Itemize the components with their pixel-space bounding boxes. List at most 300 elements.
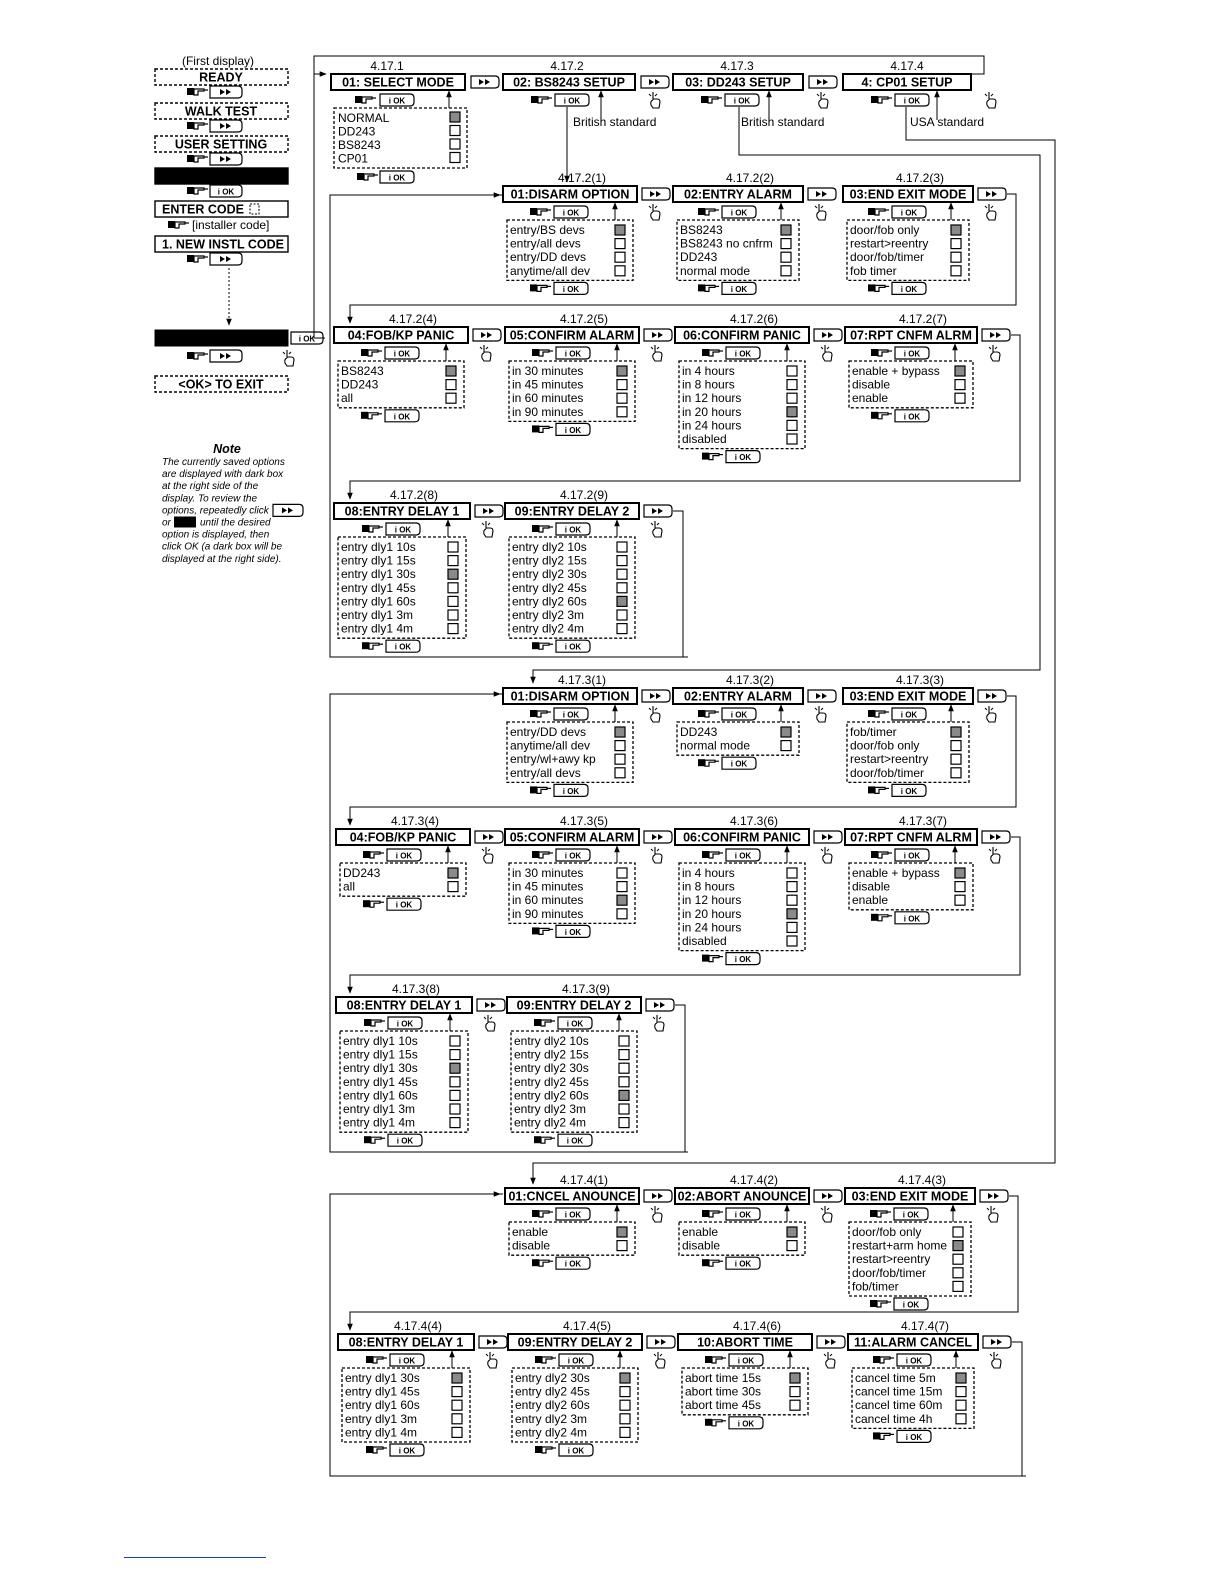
double-arrow-icon[interactable] — [475, 831, 503, 843]
panel-title: 10:ABORT TIME — [697, 1335, 793, 1350]
option-label: entry dly1 10s — [343, 1034, 418, 1048]
note-line: The currently saved options — [162, 457, 285, 468]
i-ok-key-icon[interactable] — [556, 1208, 590, 1220]
panel-04-fob-kp-panic — [336, 814, 470, 910]
option-box — [615, 741, 625, 751]
saved-option-box — [790, 1373, 800, 1383]
panel-title: 05:CONFIRM ALARM — [509, 328, 635, 343]
option-box — [951, 754, 961, 764]
i-ok-key-icon[interactable] — [388, 1017, 422, 1029]
pointer-hand — [875, 787, 885, 793]
option-box — [452, 1400, 462, 1410]
option-label: entry dly2 4m — [514, 1115, 587, 1130]
option-box — [615, 768, 625, 778]
option-label: disable — [852, 879, 891, 894]
ok-key-label: i OK — [398, 1356, 416, 1366]
double-arrow-icon[interactable] — [814, 1190, 842, 1202]
option-box — [452, 1427, 462, 1437]
ok-key-label: i OK — [903, 914, 921, 924]
pointer-hand — [875, 285, 885, 291]
section-code: 4.17.3(1) — [557, 673, 607, 687]
select-mode-option: CP01 — [338, 151, 369, 166]
i-ok-key-icon[interactable] — [729, 1354, 763, 1366]
double-arrow-icon[interactable] — [814, 329, 842, 341]
panel-09-entry-delay-2 — [507, 982, 641, 1146]
double-arrow-icon[interactable] — [210, 350, 242, 362]
select-mode-title: 01: SELECT MODE — [342, 75, 454, 90]
i-ok-key-icon[interactable] — [559, 1354, 593, 1366]
option-label: in 8 hours — [682, 377, 735, 392]
ok-key-label: i OK — [903, 96, 921, 106]
double-arrow-icon[interactable] — [983, 1336, 1011, 1348]
hand-pointer-icon — [366, 1446, 387, 1453]
ok-key-label: i OK — [730, 710, 748, 720]
option-label: door/fob/timer — [852, 1265, 927, 1280]
option-label: entry dly2 15s — [512, 553, 587, 568]
option-label: in 24 hours — [682, 418, 742, 433]
panel-title: 07:RPT CNFM ALRM — [850, 328, 972, 343]
i-ok-key-icon[interactable] — [897, 1430, 931, 1442]
option-label: entry/all devs — [510, 765, 581, 780]
pointer-hand — [539, 928, 549, 934]
hand-pointer-icon — [535, 1446, 556, 1453]
i-ok-key-icon[interactable] — [556, 849, 590, 861]
saved-option-box — [951, 727, 961, 737]
i-ok-key-icon[interactable] — [555, 94, 589, 106]
ok-key-label: i OK — [902, 1210, 920, 1220]
pointer-cuff — [532, 525, 539, 532]
ok-key-label: i OK — [562, 284, 580, 294]
double-arrow-icon[interactable] — [273, 504, 303, 516]
ok-key-label: i OK — [394, 642, 412, 652]
double-arrow-icon[interactable] — [644, 329, 672, 341]
double-arrow-icon[interactable] — [642, 690, 670, 702]
setup-title: 4: CP01 SETUP — [861, 75, 953, 90]
hand-pointer-icon — [361, 349, 382, 356]
option-box — [450, 153, 460, 163]
option-label: enable — [852, 391, 889, 406]
enter-code-display-label: ENTER CODE — [162, 202, 244, 217]
section-code: 4.17.4(6) — [732, 1319, 782, 1333]
ok-key-label: i OK — [562, 208, 580, 218]
saved-option-box — [951, 225, 961, 235]
double-arrow-icon[interactable] — [980, 1190, 1008, 1202]
option-label: entry dly1 60s — [345, 1398, 420, 1413]
option-label: DD243 — [680, 725, 718, 739]
double-arrow-icon[interactable] — [978, 690, 1006, 702]
finger-outline — [817, 204, 826, 220]
i-ok-key-icon[interactable] — [386, 523, 420, 535]
pushing-finger-icon — [484, 1015, 495, 1031]
i-ok-key-icon[interactable] — [895, 94, 929, 106]
saved-option-box — [787, 407, 797, 417]
hand-pointer-icon — [871, 96, 892, 103]
option-box — [450, 1036, 460, 1046]
option-box — [617, 556, 627, 566]
back-key-glyph: ↵ — [181, 518, 189, 528]
double-arrow-icon[interactable] — [982, 831, 1010, 843]
hand-pointer-icon — [698, 284, 719, 291]
i-ok-key-icon[interactable] — [726, 347, 760, 359]
option-label: in 30 minutes — [512, 866, 584, 880]
option-label: normal mode — [680, 263, 751, 278]
option-box — [450, 126, 460, 136]
finger-outline — [285, 350, 294, 366]
double-arrow-icon[interactable] — [477, 999, 505, 1011]
double-arrow-icon[interactable] — [479, 1336, 507, 1348]
finger-outline — [653, 1206, 662, 1222]
pushing-finger-icon — [482, 521, 493, 537]
i-ok-key-icon[interactable] — [554, 206, 588, 218]
option-label: entry dly2 45s — [514, 1074, 589, 1089]
hand-pointer-icon — [532, 927, 553, 934]
option-label: in 12 hours — [682, 391, 742, 406]
double-arrow-icon[interactable] — [473, 329, 501, 341]
ok-key-label: i OK — [567, 1356, 585, 1366]
i-ok-key-icon[interactable] — [556, 1257, 590, 1269]
finger-outline — [987, 706, 996, 722]
pointer-cuff — [362, 642, 369, 649]
hand-pointer-icon — [187, 352, 208, 359]
i-ok-key-icon[interactable] — [726, 451, 760, 463]
i-ok-key-icon[interactable] — [554, 708, 588, 720]
i-ok-key-icon[interactable] — [387, 898, 421, 910]
double-arrow-icon[interactable] — [642, 188, 670, 200]
option-box — [620, 1414, 630, 1424]
panel-08-entry-delay-1 — [336, 982, 472, 1146]
i-ok-key-icon[interactable] — [892, 784, 926, 796]
pointer-hand — [370, 852, 380, 858]
option-box — [617, 393, 627, 403]
i-ok-key-icon[interactable] — [895, 912, 929, 924]
panel-03-end-exit-mode — [843, 673, 973, 796]
section-code: 4.17.3(2) — [725, 673, 775, 687]
i-ok-key-icon[interactable] — [380, 171, 414, 183]
double-arrow-icon[interactable] — [647, 1336, 675, 1348]
panel-title: 06:CONFIRM PANIC — [683, 830, 801, 845]
i-ok-key-icon[interactable] — [894, 1208, 928, 1220]
hand-pointer-icon — [364, 1019, 385, 1026]
double-arrow-icon[interactable] — [817, 1336, 845, 1348]
i-ok-key-icon[interactable] — [722, 757, 756, 769]
hand-pointer-icon — [531, 96, 552, 103]
pointer-hand — [539, 526, 549, 532]
i-ok-key-icon[interactable] — [554, 282, 588, 294]
pushing-finger-icon — [649, 706, 660, 722]
option-box — [452, 1387, 462, 1397]
i-ok-key-icon[interactable] — [386, 640, 420, 652]
option-label: entry dly1 4m — [343, 1115, 416, 1130]
pointer-hand — [542, 1447, 552, 1453]
option-label: entry dly2 15s — [514, 1047, 589, 1062]
finger-outline — [823, 345, 832, 361]
panel-08-entry-delay-1 — [338, 1319, 474, 1456]
option-box — [790, 1400, 800, 1410]
group-g3 — [330, 1173, 1026, 1476]
user-setting-display-label: USER SETTING — [174, 137, 268, 152]
option-label: all — [343, 879, 356, 894]
pointer-cuff — [187, 255, 194, 262]
pointer-cuff — [535, 1356, 542, 1363]
double-arrow-icon[interactable] — [644, 831, 672, 843]
ok-key-label: i OK — [903, 851, 921, 861]
double-arrow-icon[interactable] — [644, 1190, 672, 1202]
double-arrow-icon[interactable] — [644, 505, 672, 517]
option-box — [448, 882, 458, 892]
option-label: entry/DD devs — [510, 725, 587, 739]
option-label: entry dly2 3m — [515, 1411, 588, 1426]
i-ok-key-icon[interactable] — [554, 784, 588, 796]
saved-option-box — [619, 1090, 629, 1100]
option-label: disabled — [682, 432, 727, 446]
option-label: entry dly1 45s — [341, 580, 416, 595]
hand-pointer-icon — [532, 349, 553, 356]
pointer-cuff — [355, 96, 362, 103]
pointer-hand — [705, 711, 715, 717]
pointer-hand — [709, 454, 719, 460]
pointer-cuff — [361, 412, 368, 419]
pushing-finger-icon — [821, 345, 832, 361]
double-arrow-icon[interactable] — [646, 999, 674, 1011]
option-label: fob timer — [850, 263, 897, 278]
installer-code-label: [installer code] — [192, 218, 270, 232]
i-ok-key-icon[interactable] — [556, 423, 590, 435]
double-arrow-icon[interactable] — [978, 188, 1006, 200]
option-box — [617, 624, 627, 634]
hand-pointer-icon — [870, 1300, 891, 1307]
i-ok-key-icon[interactable] — [558, 1134, 592, 1146]
i-ok-key-icon[interactable] — [556, 523, 590, 535]
pointer-hand — [539, 1211, 549, 1217]
saved-option-box — [955, 366, 965, 376]
pointer-cuff — [868, 208, 875, 215]
ok-key-label: i OK — [905, 1432, 923, 1442]
i-ok-key-icon[interactable] — [722, 282, 756, 294]
option-label: entry dly1 15s — [343, 1047, 418, 1062]
i-ok-key-icon[interactable] — [385, 347, 419, 359]
option-label: in 60 minutes — [512, 893, 584, 908]
hand-pointer-icon — [532, 1210, 553, 1217]
pointer-cuff — [702, 349, 709, 356]
i-ok-key-icon[interactable] — [894, 1298, 928, 1310]
ok-key-label: i OK — [730, 759, 748, 769]
option-label: in 30 minutes — [512, 364, 584, 378]
ok-key-label: i OK — [730, 208, 748, 218]
pushing-finger-icon — [821, 847, 832, 863]
option-box — [620, 1387, 630, 1397]
option-box — [448, 596, 458, 606]
option-label: door/fob only — [852, 1225, 922, 1239]
pointer-cuff — [366, 1356, 373, 1363]
i-ok-key-icon[interactable] — [387, 849, 421, 861]
pointer-hand — [371, 1137, 381, 1143]
option-box — [617, 407, 627, 417]
double-arrow-icon[interactable] — [808, 690, 836, 702]
note-line: display. To review the — [162, 493, 258, 505]
standard-label: British standard — [573, 115, 657, 129]
section-code: 4.17.3(4) — [390, 814, 440, 828]
i-ok-key-icon[interactable] — [726, 953, 760, 965]
note-line: options, repeatedly click — [162, 505, 269, 517]
pointer-cuff — [868, 284, 875, 291]
pushing-finger-icon — [480, 345, 491, 361]
double-arrow-icon[interactable] — [641, 76, 669, 88]
i-ok-key-icon[interactable] — [722, 708, 756, 720]
i-ok-key-icon[interactable] — [388, 1134, 422, 1146]
i-ok-key-icon[interactable] — [380, 94, 414, 106]
option-label: entry/BS devs — [510, 223, 585, 237]
hand-pointer-icon — [871, 851, 892, 858]
pointer-cuff — [530, 208, 537, 215]
panel-01-disarm-option — [503, 171, 637, 294]
pointer-cuff — [187, 352, 194, 359]
hand-pointer-icon — [702, 1210, 723, 1217]
hand-pointer-icon — [187, 187, 208, 194]
option-label: disable — [512, 1238, 551, 1253]
double-arrow-icon[interactable] — [475, 505, 503, 517]
pointer-cuff — [532, 1259, 539, 1266]
hand-pointer-icon — [702, 1259, 723, 1266]
i-ok-key-icon[interactable] — [897, 1354, 931, 1366]
option-label: fob/timer — [850, 725, 897, 739]
pointer-hand — [539, 1260, 549, 1266]
pushing-finger-icon — [824, 1352, 835, 1368]
note-line: until the desired — [200, 517, 271, 529]
walk-test-display-label: WALK TEST — [184, 104, 258, 119]
i-ok-key-icon[interactable] — [558, 1017, 592, 1029]
hand-pointer-icon — [698, 710, 719, 717]
double-arrow-icon[interactable] — [210, 86, 242, 98]
section-code: 4.17.4(3) — [897, 1173, 947, 1187]
i-ok-key-icon[interactable] — [892, 282, 926, 294]
pointer-hand — [539, 852, 549, 858]
panel-title: 04:FOB/KP PANIC — [349, 830, 457, 845]
hand-pointer-icon — [361, 412, 382, 419]
option-label: entry dly2 30s — [514, 1061, 589, 1076]
i-ok-key-icon[interactable] — [726, 1208, 760, 1220]
i-ok-key-icon[interactable] — [892, 708, 926, 720]
double-arrow-icon[interactable] — [982, 329, 1010, 341]
saved-option-box — [448, 569, 458, 579]
hand-pointer-icon — [702, 453, 723, 460]
pointer-cuff — [871, 851, 878, 858]
option-label: entry/DD devs — [510, 250, 587, 265]
standard-label: USA standard — [910, 115, 985, 129]
saved-option-box — [615, 727, 625, 737]
i-ok-key-icon[interactable] — [895, 410, 929, 422]
pointer-cuff — [531, 96, 538, 103]
saved-option-box — [617, 366, 627, 376]
pushing-finger-icon — [821, 1206, 832, 1222]
pointer-cuff — [870, 1210, 877, 1217]
double-arrow-icon[interactable] — [210, 153, 242, 165]
option-box — [619, 1050, 629, 1060]
saved-option-box — [446, 366, 456, 376]
section-code: 4.17.3(7) — [898, 814, 948, 828]
option-box — [955, 393, 965, 403]
option-label: entry dly2 60s — [512, 594, 587, 609]
i-ok-key-icon[interactable] — [556, 347, 590, 359]
i-ok-key-icon[interactable] — [729, 1417, 763, 1429]
option-label: entry dly1 60s — [341, 594, 416, 609]
option-box — [448, 583, 458, 593]
double-arrow-icon[interactable] — [471, 76, 499, 88]
option-box — [450, 1077, 460, 1087]
double-arrow-icon[interactable] — [808, 188, 836, 200]
option-label: entry dly1 30s — [343, 1061, 418, 1076]
panel-title: 08:ENTRY DELAY 1 — [348, 1335, 464, 1350]
pushing-finger-icon — [987, 1206, 998, 1222]
pointer-hand — [194, 188, 204, 194]
saved-option-box — [448, 868, 458, 878]
select-mode-option: BS8243 — [338, 138, 381, 152]
section-code: 4.17.2(6) — [729, 312, 779, 326]
pointer-hand — [538, 97, 548, 103]
ok-key-label: i OK — [564, 425, 582, 435]
pointer-hand — [539, 350, 549, 356]
saved-option-box — [787, 909, 797, 919]
panel-title: 03:END EXIT MODE — [849, 689, 967, 704]
i-ok-key-icon[interactable] — [726, 1257, 760, 1269]
hand-pointer-icon — [871, 349, 892, 356]
section-code: 4.17.3(8) — [391, 982, 441, 996]
i-ok-key-icon[interactable] — [556, 925, 590, 937]
i-ok-key-icon[interactable] — [725, 94, 759, 106]
option-label: entry dly1 3m — [345, 1411, 418, 1426]
i-ok-key-icon[interactable] — [892, 206, 926, 218]
section-code: 4.17.4(1) — [559, 1173, 609, 1187]
pointer-hand — [541, 1020, 551, 1026]
saved-option-box — [620, 1373, 630, 1383]
double-arrow-icon[interactable] — [210, 253, 242, 265]
i-ok-key-icon[interactable] — [895, 347, 929, 359]
option-box — [615, 754, 625, 764]
pointer-hand — [175, 222, 185, 228]
i-ok-key-icon[interactable] — [559, 1444, 593, 1456]
option-label: door/fob only — [850, 223, 920, 237]
i-ok-key-icon[interactable] — [390, 1444, 424, 1456]
pointer-cuff — [535, 1446, 542, 1453]
footer-rule — [124, 1557, 266, 1558]
i-ok-key-icon[interactable] — [385, 410, 419, 422]
i-ok-key-icon[interactable] — [390, 1354, 424, 1366]
i-ok-key-icon[interactable] — [722, 206, 756, 218]
option-label: in 8 hours — [682, 879, 735, 894]
hand-pointer-icon — [705, 1419, 726, 1426]
option-label: in 90 minutes — [512, 906, 584, 921]
double-arrow-icon[interactable] — [814, 831, 842, 843]
panel-title: 02:ENTRY ALARM — [684, 689, 792, 704]
double-arrow-icon[interactable] — [809, 76, 837, 88]
pushing-finger-icon — [985, 706, 996, 722]
option-box — [787, 393, 797, 403]
hand-pointer-icon — [187, 155, 208, 162]
option-box — [617, 909, 627, 919]
pointer-cuff — [873, 1356, 880, 1363]
pointer-cuff — [871, 96, 878, 103]
i-ok-key-icon[interactable] — [895, 849, 929, 861]
option-label: entry dly2 3m — [514, 1102, 587, 1116]
note-line: at the right side of the — [162, 481, 259, 493]
i-ok-key-icon[interactable] — [726, 849, 760, 861]
ok-key-label: i OK — [564, 927, 582, 937]
pushing-finger-icon — [651, 1206, 662, 1222]
double-arrow-icon[interactable] — [210, 120, 242, 132]
i-ok-key-icon[interactable] — [210, 185, 242, 197]
i-ok-key-icon[interactable] — [556, 640, 590, 652]
option-box — [615, 239, 625, 249]
option-box — [448, 624, 458, 634]
